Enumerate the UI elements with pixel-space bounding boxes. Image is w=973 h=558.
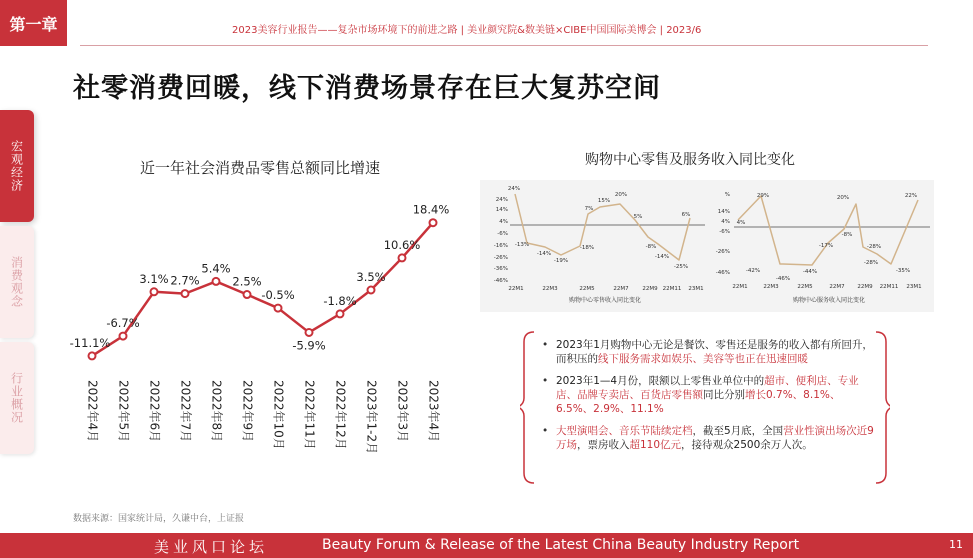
x-tick-label: 22M5 bbox=[579, 286, 595, 292]
sidebar-tab-label: 宏观经济 bbox=[9, 140, 24, 192]
x-tick-label: 22M5 bbox=[797, 284, 813, 290]
data-label: 10.6% bbox=[383, 237, 421, 252]
x-tick-label: 22M9 bbox=[857, 284, 873, 290]
data-point bbox=[89, 352, 96, 359]
x-tick-label: 22M3 bbox=[763, 284, 779, 290]
data-label: 7% bbox=[584, 206, 594, 212]
x-tick-label: 2022年8月 bbox=[209, 380, 224, 443]
y-tick-label: -36% bbox=[493, 266, 508, 272]
data-label: -42% bbox=[745, 268, 761, 274]
x-tick-label: 2022年6月 bbox=[147, 380, 162, 443]
x-tick-label: 2022年11月 bbox=[302, 380, 317, 450]
data-label: 15% bbox=[597, 198, 611, 204]
x-tick-label: 22M3 bbox=[542, 286, 558, 292]
data-label: 18.4% bbox=[412, 202, 450, 217]
data-point bbox=[337, 310, 344, 317]
data-label: -8% bbox=[841, 232, 853, 238]
highlighted-text: 超市、便利店、专业店、品牌专卖店、百货店零售额 bbox=[556, 375, 859, 401]
y-tick-label: % bbox=[724, 192, 730, 198]
data-label: -11.1% bbox=[69, 335, 111, 350]
y-tick-label: -6% bbox=[719, 229, 730, 235]
highlighted-text: 线下服务需求如娱乐、美容等也正在迅速回暖 bbox=[598, 353, 808, 365]
x-tick-label: 2022年12月 bbox=[333, 380, 348, 450]
footer-report-name: Beauty Forum & Release of the Latest China Beauty Industry Report bbox=[322, 537, 800, 553]
data-point bbox=[430, 219, 437, 226]
data-label: 20% bbox=[836, 195, 850, 201]
data-label: 24% bbox=[507, 186, 521, 192]
footer-forum-name: 美业风口论坛 bbox=[154, 538, 269, 556]
x-tick-label: 2023年4月 bbox=[426, 380, 441, 443]
data-point bbox=[120, 333, 127, 340]
data-label: -17% bbox=[818, 243, 834, 249]
x-tick-label: 22M11 bbox=[662, 286, 682, 292]
data-label: 2.7% bbox=[170, 273, 200, 288]
sidebar-tab-label: 行业概况 bbox=[9, 372, 24, 424]
report-header-line: 2023美容行业报告——复杂市场环境下的前进之路 | 美业颜究院&数美链×CIBE中国国际美博会 | 2023/6 bbox=[232, 25, 702, 36]
chapter-tag: 第一章 bbox=[0, 0, 67, 46]
y-tick-label: -46% bbox=[493, 278, 508, 284]
chart-caption: 购物中心零售收入同比变化 bbox=[568, 297, 642, 304]
chart-caption: 购物中心服务收入同比变化 bbox=[792, 297, 866, 304]
finding-item bbox=[542, 424, 874, 452]
y-tick-label: -26% bbox=[715, 249, 730, 255]
data-label: -44% bbox=[802, 269, 818, 275]
mall-retail-revenue-chart bbox=[480, 180, 710, 312]
data-label: -13% bbox=[514, 242, 530, 248]
y-tick-label: -46% bbox=[715, 270, 730, 276]
finding-item bbox=[542, 374, 874, 416]
data-label: -14% bbox=[536, 251, 552, 257]
data-point bbox=[182, 290, 189, 297]
x-tick-label: 22M1 bbox=[508, 286, 524, 292]
retail-growth-line-chart bbox=[60, 190, 470, 460]
finding-text: ，票房收入 bbox=[577, 439, 630, 451]
data-point bbox=[213, 278, 220, 285]
x-tick-label: 2022年5月 bbox=[116, 380, 131, 443]
data-label: -19% bbox=[553, 258, 569, 264]
x-tick-label: 2022年7月 bbox=[178, 380, 193, 443]
data-source-note: 数据来源：国家统计局，久谦中台，上证报 bbox=[73, 514, 245, 524]
left-chart-title: 近一年社会消费品零售总额同比增速 bbox=[140, 159, 381, 177]
x-tick-label: 22M9 bbox=[642, 286, 658, 292]
data-label: -18% bbox=[579, 245, 595, 251]
finding-text: 同比分别 bbox=[703, 389, 745, 401]
findings-list bbox=[542, 338, 874, 460]
callout-left-bracket bbox=[520, 332, 534, 483]
y-tick-label: -6% bbox=[497, 231, 508, 237]
y-tick-label: -26% bbox=[493, 255, 508, 261]
data-point bbox=[244, 291, 251, 298]
x-tick-label: 2023年3月 bbox=[395, 380, 410, 443]
y-tick-label: -16% bbox=[493, 243, 508, 249]
highlighted-text: 超110亿元 bbox=[629, 439, 682, 451]
data-label: -25% bbox=[673, 264, 689, 270]
data-label: -35% bbox=[895, 268, 911, 274]
sidebar-tab-macro-economy[interactable] bbox=[0, 110, 34, 222]
finding-item bbox=[542, 338, 874, 366]
data-point bbox=[306, 329, 313, 336]
finding-text: ，截至5月底，全国 bbox=[692, 425, 784, 437]
key-findings-callout bbox=[520, 330, 890, 485]
x-tick-label: 22M7 bbox=[829, 284, 845, 290]
data-label: -0.5% bbox=[261, 288, 295, 303]
data-label: -28% bbox=[866, 244, 882, 250]
right-chart-title: 购物中心零售及服务收入同比变化 bbox=[585, 152, 795, 168]
finding-text: 2023年1—4月份，限额以上零售业单位中的 bbox=[556, 375, 765, 387]
x-tick-label: 2022年10月 bbox=[271, 380, 286, 450]
x-tick-label: 23M1 bbox=[906, 284, 922, 290]
highlighted-text: 大型演唱会、音乐节陆续定档 bbox=[556, 425, 693, 437]
page-title: 社零消费回暖，线下消费场景存在巨大复苏空间 bbox=[73, 73, 661, 104]
data-label: 6% bbox=[681, 212, 691, 218]
sidebar-tab-industry-overview[interactable] bbox=[0, 342, 34, 454]
x-tick-label: 22M11 bbox=[879, 284, 899, 290]
data-label: -6.7% bbox=[106, 316, 140, 331]
data-label: 22% bbox=[904, 193, 918, 199]
data-label: -46% bbox=[775, 276, 791, 282]
x-tick-label: 2022年9月 bbox=[240, 380, 255, 443]
data-label: 5.4% bbox=[201, 261, 231, 276]
data-point bbox=[368, 287, 375, 294]
x-tick-label: 22M1 bbox=[732, 284, 748, 290]
data-label: 29% bbox=[756, 193, 770, 199]
footer-bar bbox=[0, 533, 973, 558]
data-label: -8% bbox=[645, 244, 657, 250]
data-label: -1.8% bbox=[323, 293, 357, 308]
sidebar-tab-consumer-attitudes[interactable] bbox=[0, 226, 34, 338]
data-label: 5% bbox=[633, 214, 643, 220]
data-point bbox=[399, 254, 406, 261]
data-label: -28% bbox=[863, 260, 879, 266]
y-tick-label: 14% bbox=[717, 209, 730, 215]
x-tick-label: 2023年1-2月 bbox=[364, 380, 379, 455]
data-point bbox=[151, 288, 158, 295]
data-label: -14% bbox=[654, 254, 670, 260]
y-tick-label: 4% bbox=[499, 219, 508, 225]
data-label: 3.1% bbox=[139, 271, 169, 286]
sidebar-tab-label: 消费观念 bbox=[9, 256, 24, 308]
y-tick-label: 14% bbox=[495, 207, 508, 213]
data-label: 20% bbox=[614, 192, 628, 198]
series-line bbox=[738, 196, 918, 265]
x-tick-label: 2022年4月 bbox=[85, 380, 100, 443]
finding-text: 2023年1月购物中心无论是餐饮、零售还是服务的收入都有所回升，而积压的 bbox=[556, 339, 873, 365]
mall-service-revenue-chart bbox=[708, 180, 934, 312]
finding-text: ，接待观众2500余万人次。 bbox=[681, 439, 813, 451]
data-label: 3.5% bbox=[356, 270, 386, 284]
x-tick-label: 23M1 bbox=[688, 286, 704, 292]
highlighted-text: 增长0.7%、8.1%、6.5%、2.9%、11.1% bbox=[556, 389, 841, 415]
data-label: 4% bbox=[736, 220, 746, 226]
x-tick-label: 22M7 bbox=[613, 286, 629, 292]
highlighted-text: 营业性演出场次近9万场 bbox=[556, 425, 874, 451]
callout-right-bracket bbox=[876, 332, 890, 483]
y-tick-label: 24% bbox=[495, 197, 508, 203]
data-point bbox=[275, 305, 282, 312]
data-label: -5.9% bbox=[292, 338, 326, 353]
y-tick-label: 4% bbox=[721, 219, 730, 225]
header-divider bbox=[80, 45, 928, 46]
data-label: 2.5% bbox=[232, 274, 262, 289]
page-number: 11 bbox=[949, 538, 963, 551]
